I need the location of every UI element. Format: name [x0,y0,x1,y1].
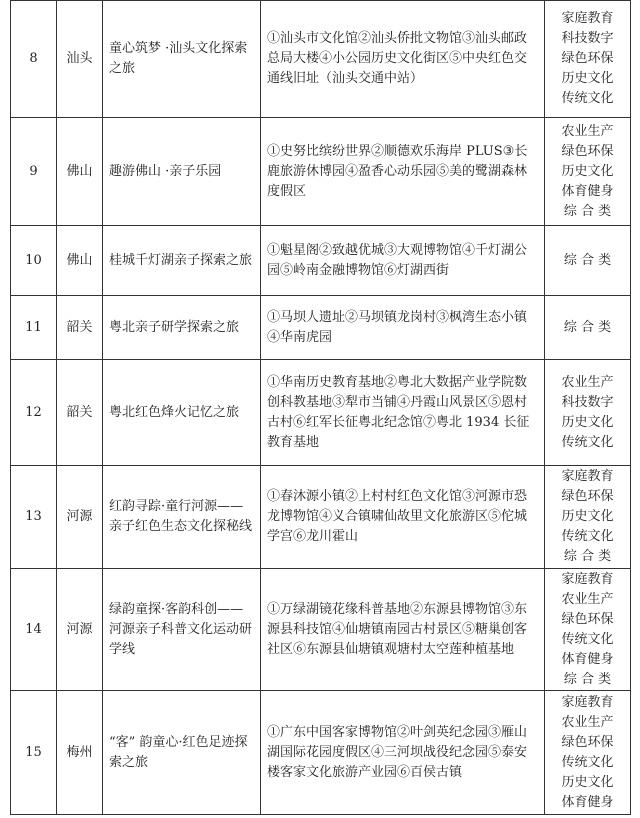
table-row [11,296,631,360]
row-route-name: 粤北亲子研学探索之旅 [103,296,261,360]
row-city: 佛山 [57,118,103,226]
row-sites: ①史努比缤纷世界②顺德欢乐海岸 PLUS③长鹿旅游休博园④盈香心动乐园⑤美的鹭湖森林度假区 [261,118,545,226]
row-sites: ①万绿湖镜花缘科普基地②东源县博物馆③东源县科技馆④仙塘镇南园古村景区⑤糖巢创客社区⑥东源县仙塘镇观塘村太空莲种植基地 [261,569,545,691]
row-sites: ①马坝人遗址②马坝镇龙岗村③枫湾生态小镇④华南虎园 [261,296,545,360]
row-number: 12 [11,360,57,466]
row-categories [545,360,631,466]
category-label: 家庭教育 [561,571,614,587]
category-label: 传统文化 [561,754,614,770]
category-label: 绿色环保 [561,489,614,504]
category-label: 农业生产 [561,591,614,607]
category-label: 传统文化 [561,91,614,106]
row-sites: ①华南历史教育基地②粤北大数据产业学院数创科教基地③犁市当铺④丹霞山风景区⑤恩村古村⑥红军长征粤北纪念馆⑦粤北 1934 长征教育基地 [261,360,545,466]
category-label: 绿色环保 [561,51,614,66]
row-sites: ①汕头市文化馆②汕头侨批文物馆③汕头邮政总局大楼④小公园历史文化街区⑤中央红色交通线旧址（汕头交通中站） [261,1,545,118]
category-label: 综 合 类 [563,671,612,687]
category-label: 家庭教育 [561,694,614,710]
category-label: 科技数字 [561,394,614,410]
row-route-name: “客” 韵童心·红色足迹探索之旅 [103,691,261,815]
table-row [11,466,631,569]
category-label: 传统文化 [561,631,614,647]
category-label: 综 合 类 [563,252,612,268]
category-label: 历史文化 [561,509,614,524]
category-label: 体育健身 [561,794,614,810]
row-number: 14 [11,569,57,691]
category-label: 绿色环保 [561,611,614,627]
category-label: 家庭教育 [561,469,614,484]
row-sites: ①广东中国客家博物馆②叶剑英纪念园③雁山湖国际花园度假区④三河坝战役纪念园⑤泰安楼客家文化旅游产业园⑥百侯古镇 [261,691,545,815]
table-row [11,569,631,691]
row-route-name: 粤北红色烽火记忆之旅 [103,360,261,466]
table-row [11,360,631,466]
row-categories [545,691,631,815]
table-row [11,1,631,118]
row-categories [545,1,631,118]
category-label: 传统文化 [561,434,614,450]
table-row [11,118,631,226]
row-number: 15 [11,691,57,815]
category-label: 历史文化 [561,414,614,430]
category-label: 历史文化 [561,163,614,179]
row-categories [545,466,631,569]
row-city: 河源 [57,466,103,569]
category-label: 历史文化 [561,71,614,86]
category-label: 体育健身 [561,651,614,667]
category-label: 绿色环保 [561,734,614,750]
row-number: 8 [11,1,57,118]
table-row [11,226,631,296]
row-sites: ①春沐源小镇②上村村红色文化馆③河源市恐龙博物馆④义合镇啸仙故里文化旅游区⑤佗城学宫⑥龙川霍山 [261,466,545,569]
row-categories [545,226,631,296]
row-route-name: 绿韵童探·客韵科创—— 河源亲子科普文化运动研学线 [103,569,261,691]
row-route-name: 桂城千灯湖亲子探索之旅 [103,226,261,296]
category-label: 综 合 类 [563,549,612,564]
row-number: 10 [11,226,57,296]
category-label: 农业生产 [561,714,614,730]
row-route-name: 童心筑梦 ·汕头文化探索之旅 [103,1,261,118]
row-city: 梅州 [57,691,103,815]
category-label: 科技数字 [561,31,614,46]
row-categories [545,569,631,691]
row-number: 11 [11,296,57,360]
category-label: 综 合 类 [563,203,612,219]
category-label: 体育健身 [561,183,614,199]
category-label: 综 合 类 [563,319,612,335]
table-row [11,691,631,815]
row-city: 佛山 [57,226,103,296]
category-label: 家庭教育 [561,11,614,26]
row-number: 9 [11,118,57,226]
category-label: 农业生产 [561,123,614,139]
category-label: 农业生产 [561,374,614,390]
row-route-name: 趣游佛山 ·亲子乐园 [103,118,261,226]
row-categories [545,118,631,226]
route-table [10,0,631,815]
row-categories [545,296,631,360]
row-city: 汕头 [57,1,103,118]
category-label: 历史文化 [561,774,614,790]
row-city: 河源 [57,569,103,691]
category-label: 绿色环保 [561,143,614,159]
row-city: 韶关 [57,296,103,360]
row-route-name: 红韵寻踪·童行河源—— 亲子红色生态文化探秘线 [103,466,261,569]
category-label: 传统文化 [561,529,614,544]
row-sites: ①魁星阁②致越优城③大观博物馆④千灯湖公园⑤岭南金融博物馆⑥灯湖西街 [261,226,545,296]
row-city: 韶关 [57,360,103,466]
row-number: 13 [11,466,57,569]
